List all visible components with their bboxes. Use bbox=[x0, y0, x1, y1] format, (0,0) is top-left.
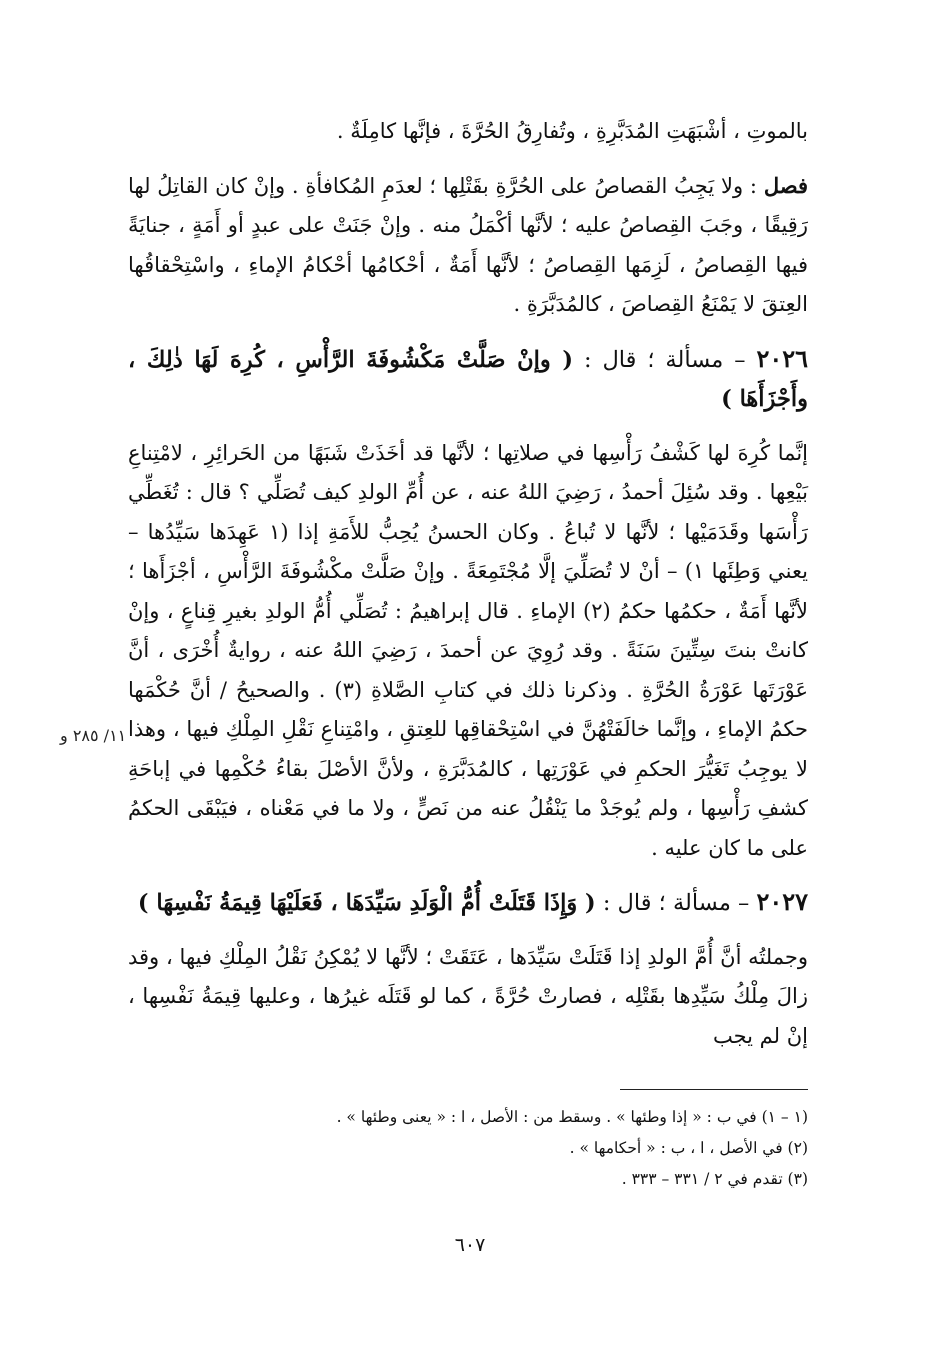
masala-2027-heading bbox=[128, 882, 808, 924]
masala-2027-text: ( وَإِذَا قَتَلَتْ أُمُّ الْوَلَدِ سَيِّدَهَا ، فَعَلَيْهَا قِيمَةُ نَفْسِهَا ) bbox=[137, 890, 596, 916]
masala-2027-body: وجملتُه أنَّ أُمَّ الولدِ إذا قَتَلَتْ سَيِّدَها ، عَتَقَتْ ؛ لأنَّها لا يُمْكِنُ نَقْلُ المِلْكِ فيها ، وقد زالَ مِلْكُ سَيِّدِها بقَتْلِه ، فصارتْ حُرَّةً ، كما لو قَتَلَه غيرُها ، وعليها قِيمَةُ نَفْسِها ، إنْ لم يجب bbox=[128, 944, 808, 1048]
masala-2026-intro: – مسألة ؛ قال : bbox=[583, 346, 746, 373]
footnote-3: (٣) تقدم في ٢ / ٣٣١ – ٣٣٣ . bbox=[621, 1170, 808, 1188]
footnote-1: (١ – ١) في ب : « إذا وطئها » . وسقط من : الأصل ، ا : « يعنى وطئها » . bbox=[336, 1108, 808, 1126]
masala-2027-intro: – مسألة ؛ قال : bbox=[602, 890, 750, 916]
main-text bbox=[128, 112, 808, 1056]
intro-line: بالموتِ ، أشْبَهَتِ المُدَبَّرِةِ ، وتُفارِقُ الحُرَّةَ ، فإنَّها كامِلَةٌ . bbox=[336, 119, 808, 143]
masala-2026-number: ٢٠٢٦ bbox=[756, 343, 809, 373]
page-number: ٦٠٧ bbox=[454, 1234, 486, 1256]
fasl-label: فصل bbox=[763, 172, 808, 198]
footnote-divider bbox=[620, 1089, 808, 1090]
masala-2026-body: إنَّما كُرِهَ لها كَشْفُ رَأْسِها في صلاتِها ؛ لأنَّها قد أخَذَتْ شَبَهًا من الحَرائِرِ ، لامْتِناعِ بَيْعِها . وقد سُئِلَ أحمدُ ، رَضِيَ اللهُ عنه ، عن أُمِّ الولدِ كيف تُصَلِّي ؟ قال : تُغَطِّي رَأْسَها وقَدَمَيْها ؛ لأنَّها لا تُباعُ . وكان الحسنُ يُحِبُّ للأَمَةِ إذا (١ عَهِدَها سَيِّدُها – يعني وَطِئَها ١) – أنْ لا تُصَلِّيَ إلَّا مُجْتَمِعَةً . وإنْ صَلَّتْ مكْشُوفَةَ الرَّأْسِ ، أجْزَأَها ؛ لأنَّها أَمَةٌ ، حكمُها حكمُ (٢) الإماءِ . قال إبراهيمُ : تُصَلِّي أُمُّ الولدِ بغيرِ قِناعٍ ، وإنْ كانتْ بنتَ سِتِّينَ سَنَةً . وقد رُوِيَ عن أحمدَ ، رَضِيَ اللهُ عنه ، روايةٌ أُخْرَى ، أنَّ عَوْرَتَها عَوْرَةُ الحُرَّةِ . وذكرنا ذلك في كتابِ الصَّلاةِ (٣) . والصحيحُ / أنَّ حُكْمَها حكمُ الإماءِ ، وإنَّما خالَفَتْهُنَّ في اسْتِحْقاقِها للعِتقِ ، وامْتِناعِ نَقْلِ المِلْكِ فيها ، وهذا لا يوجِبُ تَغَيُّرَ الحكمِ في عَوْرَتِها ، كالمُدَبَّرَةِ ، ولأنَّ الأصْلَ بقاءُ حُكْمِها في إباحَةِ كشفِ رَأْسِها ، ولم يُوجَدْ ما يَنْقُلُ عنه من نَصٍّ ، ولا ما في مَعْناه ، فيَبْقَى الحكمُ على ما كان عليه . bbox=[128, 440, 808, 860]
masala-2026-heading bbox=[128, 339, 808, 420]
footnotes bbox=[200, 1102, 808, 1195]
masala-2026-text: ( وإنْ صَلَّتْ مَكْشُوفَةَ الرَّأْسِ ، كُرِهَ لَهَا ذٰلِكَ ، وأَجْزَأَهَا ) bbox=[128, 346, 808, 412]
fasl-paragraph bbox=[128, 166, 808, 325]
margin-manuscript-ref: ١١/ ٢٨٥ و bbox=[60, 726, 127, 745]
fasl-text: : ولا يَجِبُ القصاصُ على الحُرَّةِ بقَتْلِها ؛ لعدَمِ المُكافأةِ . وإنْ كان القاتِلُ لها رَقِيقًا ، وجَبَ القِصاصُ عليه ؛ لأنَّها أكْمَلُ منه . وإنْ جَنَتْ على عبدٍ أو أَمَةٍ ، جنايَةً فيها القِصاصُ ، لَزِمَها القِصاصُ ؛ لأنَّها أَمَةٌ ، أحْكامُها أحْكامُ الإماءِ ، واسْتِحْقاقُها العِتقَ لا يَمْنَعُ القِصاصَ ، كالمُدَبَّرَةِ . bbox=[128, 173, 808, 316]
footnote-2: (٢) في الأصل ، ا ، ب : « أحكامها » . bbox=[569, 1139, 808, 1157]
masala-2027-number: ٢٠٢٧ bbox=[756, 887, 808, 916]
